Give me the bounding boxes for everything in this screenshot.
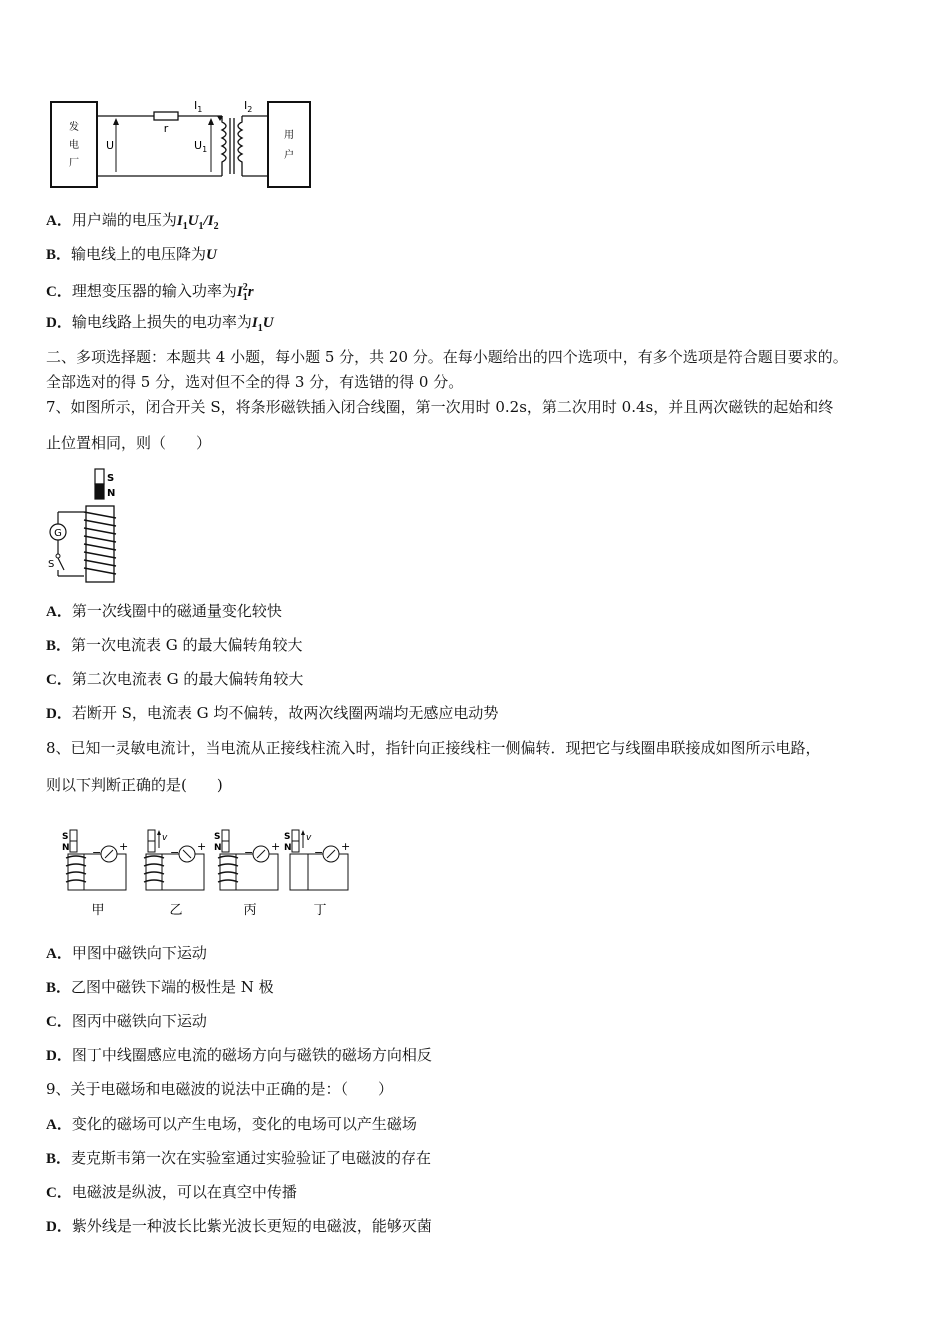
svg-text:−: − [314, 846, 324, 859]
svg-text:+: + [341, 840, 351, 853]
bar-magnet-n [95, 484, 104, 499]
svg-text:+: + [119, 840, 129, 853]
caption-yi: 乙 [169, 903, 183, 918]
circuit-yi [144, 830, 206, 918]
user-label-1: 用 [284, 130, 294, 141]
svg-text:N: N [214, 843, 222, 853]
transmission-circuit-figure [46, 96, 316, 192]
q9-option-c[interactable]: C．电磁波是纵波，可以在真空中传播 [46, 1183, 297, 1201]
q6-option-a[interactable]: A．用户端的电压为$I_1U_1/I_2$ [46, 211, 219, 232]
bar-magnet-s [95, 469, 104, 484]
svg-text:+: + [197, 840, 207, 853]
switch-label: S [48, 559, 55, 570]
q8-option-b[interactable]: B．乙图中磁铁下端的极性是 N 极 [46, 978, 274, 996]
magnet-S-label: S [107, 473, 115, 484]
q8-option-d[interactable]: D．图丁中线圈感应电流的磁场方向与磁铁的磁场方向相反 [46, 1046, 432, 1064]
magnet-N-label: N [107, 488, 116, 499]
primary-coil [222, 116, 226, 176]
q9-option-d[interactable]: D．紫外线是一种波长比紫光波长更短的电磁波，能够灭菌 [46, 1217, 432, 1235]
svg-text:v: v [306, 833, 312, 843]
resistor-r [154, 112, 178, 120]
plant-label-2: 电 [69, 140, 79, 151]
q9-stem: 9、关于电磁场和电磁波的说法中正确的是：（ ） [46, 1080, 394, 1098]
galvanometer-label: G [54, 528, 62, 539]
q8-stem-line1: 8、已知一灵敏电流计，当电流从正接线柱流入时，指针向正接线柱一侧偏转．现把它与线圈串联接成如图所示电路， [46, 739, 821, 757]
svg-text:v: v [162, 833, 168, 843]
svg-text:N: N [62, 843, 70, 853]
q6-option-c[interactable]: C．理想变压器的输入功率为$I_1^2r$ [46, 282, 254, 303]
q6-option-d[interactable]: D．输电线路上损失的电功率为$I_1U$ [46, 313, 274, 334]
svg-text:−: − [244, 846, 254, 859]
q9-option-a[interactable]: A．变化的磁场可以产生电场，变化的电场可以产生磁场 [46, 1115, 417, 1133]
plant-label-1: 发 [69, 122, 79, 133]
switch-S [58, 558, 64, 570]
caption-bing: 丙 [243, 903, 257, 918]
secondary-coil [238, 116, 242, 176]
q7-stem-line1: 7、如图所示，闭合开关 S，将条形磁铁插入闭合线圈，第一次用时 0.2s，第二次用时 0.4s，并且两次磁铁的起始和终 [46, 398, 834, 416]
q6-option-b[interactable]: B．输电线上的电压降为U [46, 245, 217, 263]
q7-stem-line2: 止位置相同，则（ ） [46, 434, 212, 452]
svg-text:−: − [92, 846, 102, 859]
svg-text:S: S [284, 832, 291, 842]
svg-text:S: S [62, 832, 69, 842]
q9-option-b[interactable]: B．麦克斯韦第一次在实验室通过实验验证了电磁波的存在 [46, 1149, 432, 1167]
current-I2-label: $I_2$ [244, 99, 253, 114]
q7-option-b[interactable]: B．第一次电流表 G 的最大偏转角较大 [46, 636, 303, 654]
q8-option-c[interactable]: C．图丙中磁铁向下运动 [46, 1012, 207, 1030]
q8-option-a[interactable]: A．甲图中磁铁向下运动 [46, 944, 207, 962]
q7-option-a[interactable]: A．第一次线圈中的磁通量变化较快 [46, 602, 282, 620]
section2-heading-line1: 二、多项选择题：本题共 4 小题，每小题 5 分，共 20 分。在每小题给出的四个选项中，有多个选项是符合题目要求的。 [46, 348, 848, 366]
plant-label-3: 厂 [69, 158, 79, 169]
caption-ding: 丁 [313, 903, 327, 918]
voltage-U1-label: $U_1$ [194, 139, 208, 154]
coil-magnet-figure [44, 466, 124, 586]
circuit-bing [214, 830, 280, 918]
section2-heading-line2: 全部选对的得 5 分，选对但不全的得 3 分，有选错的得 0 分。 [46, 373, 464, 391]
svg-text:S: S [214, 832, 221, 842]
caption-jia: 甲 [91, 903, 105, 918]
user-label-2: 户 [284, 150, 294, 161]
q7-option-c[interactable]: C．第二次电流表 G 的最大偏转角较大 [46, 670, 304, 688]
voltage-U-label: U [106, 139, 115, 152]
resistor-label: r [163, 122, 169, 135]
q8-stem-line2: 则以下判断正确的是( ) [46, 776, 223, 794]
user-box [268, 102, 310, 187]
circuit-ding [284, 830, 350, 918]
svg-text:N: N [284, 843, 292, 853]
q7-option-d[interactable]: D．若断开 S，电流表 G 均不偏转，故两次线圈两端均无感应电动势 [46, 704, 499, 722]
four-circuits-figure [60, 826, 360, 920]
svg-text:−: − [170, 846, 180, 859]
circuit-jia [62, 830, 128, 918]
current-I1-label: $I_1$ [194, 99, 203, 114]
svg-text:+: + [271, 840, 281, 853]
